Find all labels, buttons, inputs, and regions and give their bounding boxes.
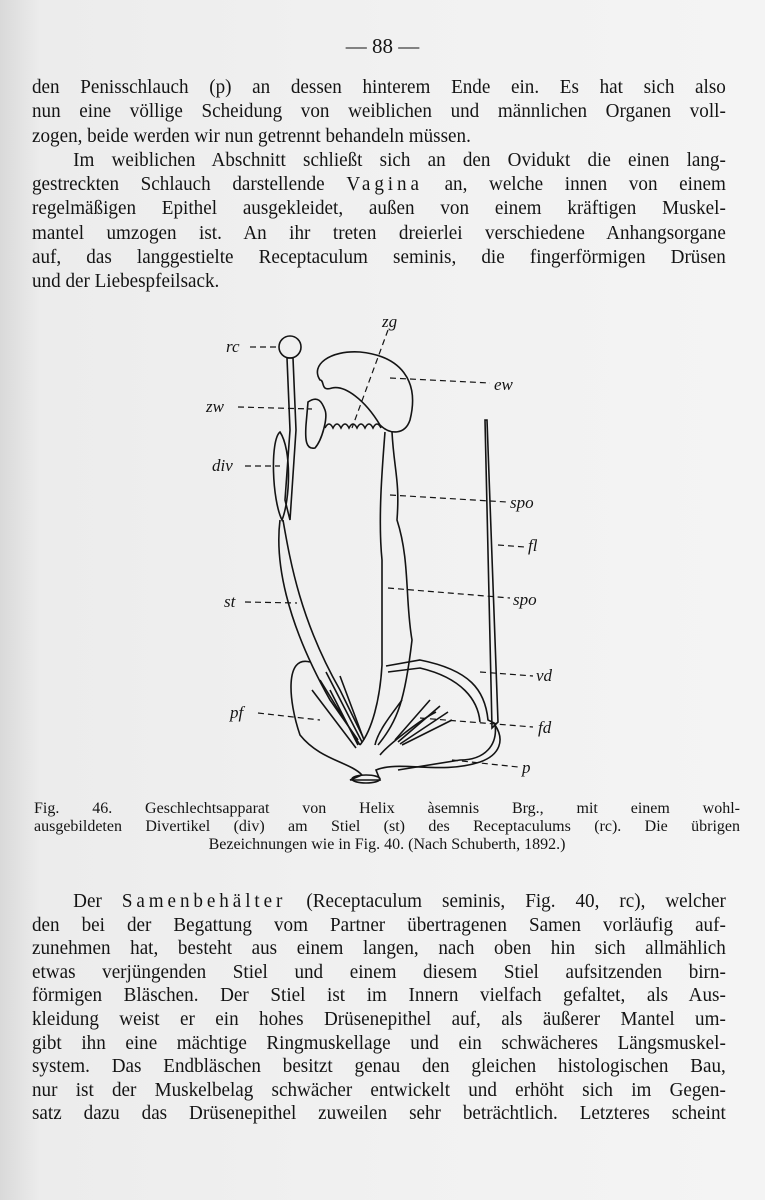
- label-rc: rc: [226, 337, 240, 356]
- text-line: [32, 890, 726, 914]
- label-spo: spo: [510, 493, 534, 512]
- caption-line: Fig. 46. Geschlechtsapparat von Helix àsemnis Brg., mit einem wohl-: [34, 800, 740, 817]
- text-line: zogen, beide werden wir nun getrennt behandeln müssen.: [32, 125, 471, 147]
- label-p: p: [522, 758, 531, 777]
- text-line: zunehmen hat, besteht aus einem langen, nach oben hin sich allmählich: [32, 938, 726, 960]
- flagellum-drawing: [398, 420, 498, 770]
- text-line: nur ist der Muskelbelag schwächer entwickelt und erhöht sich im Gegen-: [32, 1079, 726, 1101]
- label-pf: pf: [230, 703, 244, 722]
- label-zw: zw: [206, 397, 224, 416]
- text-line: und der Liebespfeilsack.: [32, 271, 220, 293]
- spaced-term: Samenbehälter: [121, 891, 287, 912]
- spaced-term: Vagina: [346, 174, 423, 196]
- caption-line: Bezeichnungen wie in Fig. 40. (Nach Schuberth, 1892.): [208, 836, 566, 853]
- text-segment: Der: [73, 891, 102, 912]
- text-segment: (Receptaculum seminis, Fig. 40, rc), welcher: [306, 891, 726, 912]
- text-line: Im weiblichen Abschnitt schließt sich an den Ovidukt die einen lang-: [73, 149, 726, 171]
- text-line: regelmäßigen Epithel ausgekleidet, außen von einem kräftigen Muskel-: [32, 198, 726, 220]
- label-spo: spo: [513, 590, 537, 609]
- label-fl: fl: [528, 536, 538, 555]
- spermoviduct-drawing: [360, 432, 496, 745]
- figure-caption: [34, 800, 740, 854]
- label-st: st: [224, 592, 236, 611]
- body-text-bottom: [32, 890, 740, 1126]
- leader-lines: [238, 330, 533, 767]
- text-line: kleidung weist er ein hohes Drüsenepithel auf, als äußerer Mantel um-: [32, 1008, 726, 1030]
- text-line: mantel umzogen ist. An ihr treten dreierlei verschiedene Anhangsorgane: [32, 222, 726, 244]
- text-line: satz dazu das Drüsenepithel zuweilen sehr beträchtlich. Letzteres scheint: [32, 1103, 726, 1125]
- label-fd: fd: [538, 718, 552, 737]
- text-line: den Penisschlauch (p) an dessen hinterem Ende ein. Es hat sich also: [32, 77, 726, 98]
- caption-line: ausgebildeten Divertikel (div) am Stiel (st) des Receptaculums (rc). Die übrigen: [34, 818, 740, 835]
- text-line: auf, das langgestielte Receptaculum seminis, die fingerförmigen Drüsen: [32, 247, 726, 269]
- text-segment: gestreckten Schlauch darstellende: [32, 174, 325, 196]
- text-line: system. Das Endbläschen besitzt genau den gleichen histologischen Bau,: [32, 1056, 726, 1078]
- label-vd: vd: [536, 666, 553, 685]
- text-line: nun eine völlige Scheidung von weiblichen und männlichen Organen voll-: [32, 101, 726, 123]
- text-line: förmigen Bläschen. Der Stiel ist im Innern vielfach gefaltet, als Aus-: [32, 985, 726, 1007]
- label-zg: zg: [382, 312, 398, 331]
- label-ew: ew: [494, 375, 513, 394]
- text-segment: an, welche innen von einem: [444, 174, 726, 196]
- text-line: den bei der Begattung vom Partner übertragenen Samen vorläufig auf-: [32, 914, 726, 936]
- albumen-gland-drawing: [306, 352, 413, 448]
- page-number: — 88 —: [345, 34, 420, 58]
- label-div: div: [212, 456, 233, 475]
- text-line: gibt ihn eine mächtige Ringmuskellage und ein schwächeres Längsmuskel-: [32, 1032, 726, 1054]
- receptaculum-drawing: [273, 336, 363, 740]
- text-line: etwas verjüngenden Stiel und einem diesem Stiel aufsitzenden birn-: [32, 961, 726, 983]
